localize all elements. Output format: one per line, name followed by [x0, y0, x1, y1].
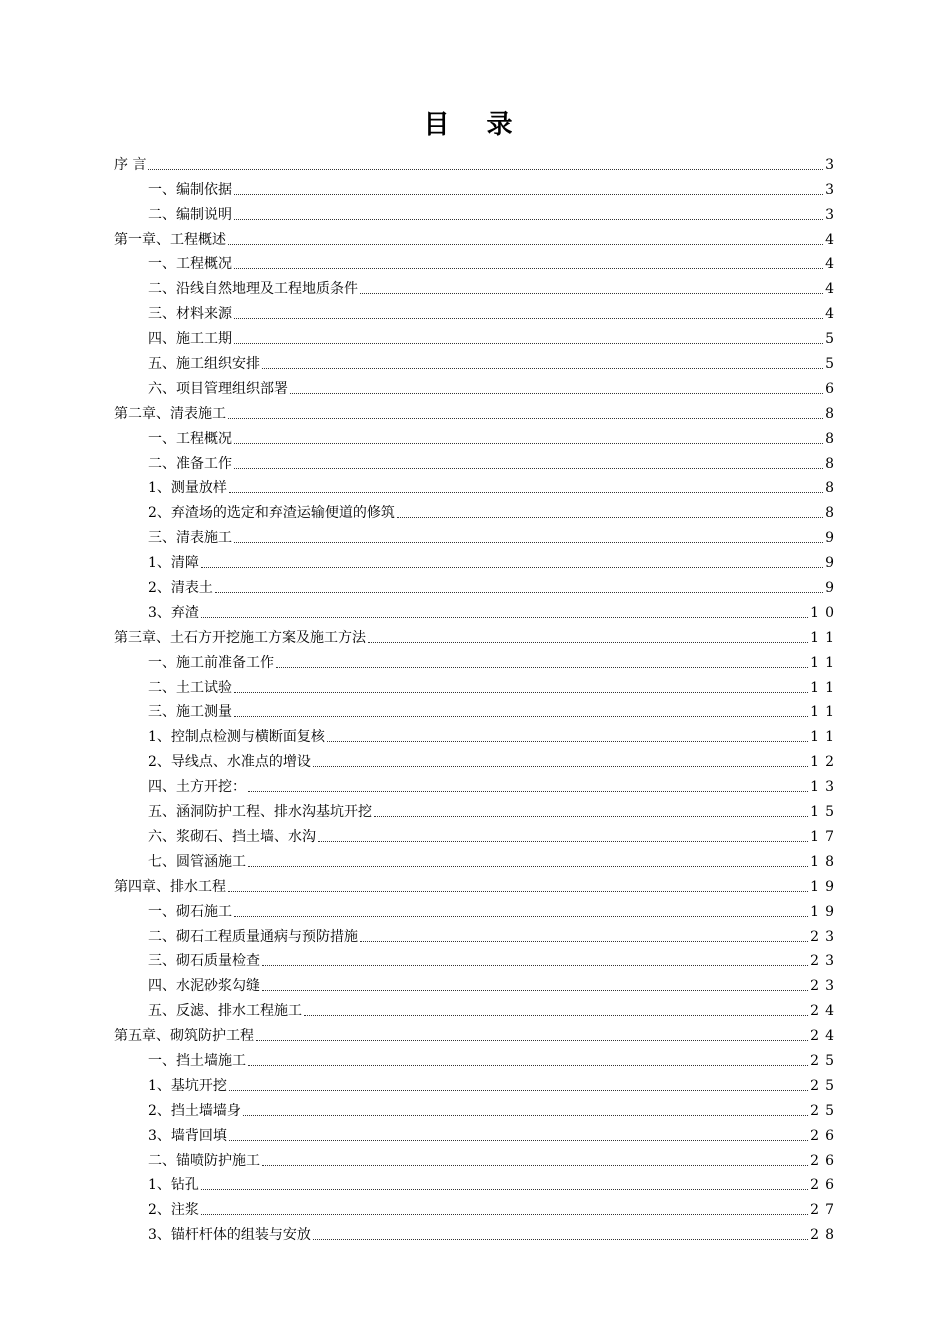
- toc-section-entry[interactable]: [114, 946, 840, 971]
- toc-entry-label: 六、浆砌石、挡土墙、水沟: [148, 828, 316, 845]
- toc-section-entry[interactable]: [114, 423, 840, 448]
- toc-dot-leader: [360, 941, 808, 942]
- toc-section-entry[interactable]: [114, 522, 840, 547]
- toc-entry-label: 2、清表土: [148, 580, 213, 597]
- toc-page-number: 24: [810, 1028, 840, 1045]
- toc-dot-leader: [234, 692, 808, 693]
- toc-dot-leader: [248, 1065, 808, 1066]
- toc-entry-label: 第三章、土石方开挖施工方案及施工方法: [114, 629, 366, 646]
- toc-section-entry[interactable]: [114, 821, 840, 846]
- toc-dot-leader: [313, 766, 808, 767]
- toc-entry-label: 六、项目管理组织部署: [148, 380, 288, 397]
- toc-dot-leader: [234, 268, 823, 269]
- toc-page-number: 15: [810, 804, 840, 821]
- toc-chapter-entry[interactable]: [114, 1020, 840, 1045]
- toc-entry-label: 1、清障: [148, 555, 199, 572]
- toc-entry-label: 3、弃渣: [148, 604, 199, 621]
- toc-page-number: 8: [825, 505, 840, 522]
- toc-page-number: 12: [810, 754, 840, 771]
- toc-chapter-entry[interactable]: [114, 224, 840, 249]
- toc-page-number: 19: [810, 878, 840, 895]
- toc-section-entry[interactable]: [114, 273, 840, 298]
- toc-dot-leader: [234, 916, 808, 917]
- toc-chapter-entry[interactable]: [114, 622, 840, 647]
- toc-dot-leader: [228, 418, 823, 419]
- toc-page-number: 4: [825, 306, 840, 323]
- toc-page-number: 23: [810, 928, 840, 945]
- toc-dot-leader: [313, 1239, 808, 1240]
- toc-dot-leader: [248, 791, 808, 792]
- toc-page-number: 6: [825, 380, 840, 397]
- toc-dot-leader: [290, 393, 823, 394]
- toc-entry-label: 一、工程概况: [148, 256, 232, 273]
- toc-dot-leader: [234, 318, 823, 319]
- toc-dot-leader: [262, 368, 823, 369]
- toc-page-number: 9: [825, 555, 840, 572]
- toc-page-number: 5: [825, 356, 840, 373]
- toc-entry-label: 二、锚喷防护施工: [148, 1152, 260, 1169]
- toc-section-entry[interactable]: [114, 697, 840, 722]
- toc-dot-leader: [368, 642, 808, 643]
- toc-page-number: 25: [810, 1102, 840, 1119]
- toc-entry-label: 序 言: [114, 156, 147, 173]
- toc-dot-leader: [201, 567, 823, 568]
- toc-page-number: 9: [825, 580, 840, 597]
- toc-dot-leader: [201, 1214, 808, 1215]
- toc-entry-label: 三、施工测量: [148, 704, 232, 721]
- toc-entry-label: 2、挡土墙墙身: [148, 1102, 241, 1119]
- toc-page-number: 17: [810, 828, 840, 845]
- toc-section-entry[interactable]: [114, 1070, 840, 1095]
- toc-entry-label: 二、沿线自然地理及工程地质条件: [148, 281, 358, 298]
- toc-entry-label: 一、挡土墙施工: [148, 1052, 246, 1069]
- toc-section-entry[interactable]: [114, 1145, 840, 1170]
- toc-page-number: 5: [825, 331, 840, 348]
- toc-entry-label: 一、工程概况: [148, 430, 232, 447]
- toc-entry-label: 第二章、清表施工: [114, 405, 226, 422]
- toc-page-number: 4: [825, 281, 840, 298]
- toc-section-entry[interactable]: [114, 572, 840, 597]
- toc-entry-label: 四、施工工期: [148, 331, 232, 348]
- toc-entry-label: 三、砌石质量检查: [148, 953, 260, 970]
- toc-page-number: 4: [825, 256, 840, 273]
- toc-dot-leader: [276, 667, 808, 668]
- toc-section-entry[interactable]: [114, 721, 840, 746]
- toc-entry-label: 3、锚杆杆体的组装与安放: [148, 1227, 311, 1244]
- toc-entry-label: 2、注浆: [148, 1202, 199, 1219]
- toc-entry-label: 二、编制说明: [148, 206, 232, 223]
- toc-chapter-entry[interactable]: [114, 871, 840, 896]
- toc-entry-label: 四、水泥砂浆勾缝: [148, 978, 260, 995]
- toc-dot-leader: [229, 492, 823, 493]
- toc-entry-label: 七、圆管涵施工: [148, 853, 246, 870]
- toc-section-entry[interactable]: [114, 373, 840, 398]
- toc-page-number: 25: [810, 1077, 840, 1094]
- toc-title: 目 录: [423, 110, 527, 140]
- toc-page-number: 18: [810, 853, 840, 870]
- toc-dot-leader: [327, 741, 808, 742]
- toc-page-number: 11: [810, 729, 840, 746]
- toc-dot-leader: [215, 592, 823, 593]
- toc-dot-leader: [234, 716, 808, 717]
- toc-entry-label: 四、土方开挖：: [148, 779, 246, 796]
- toc-section-entry[interactable]: [114, 597, 840, 622]
- toc-dot-leader: [234, 194, 823, 195]
- toc-chapter-entry[interactable]: [114, 398, 840, 423]
- toc-page-number: 26: [810, 1177, 840, 1194]
- toc-section-entry[interactable]: [114, 796, 840, 821]
- toc-section-entry[interactable]: [114, 1170, 840, 1195]
- toc-section-entry[interactable]: [114, 921, 840, 946]
- toc-entry-label: 一、施工前准备工作: [148, 654, 274, 671]
- toc-entry-label: 一、编制依据: [148, 181, 232, 198]
- toc-dot-leader: [228, 244, 823, 245]
- toc-section-entry[interactable]: [114, 199, 840, 224]
- toc-section-entry[interactable]: [114, 1095, 840, 1120]
- toc-section-entry[interactable]: [114, 174, 840, 199]
- toc-page-number: 10: [810, 604, 840, 621]
- toc-section-entry[interactable]: [114, 323, 840, 348]
- toc-section-entry[interactable]: [114, 647, 840, 672]
- toc-page-number: 8: [825, 430, 840, 447]
- toc-entry-label: 3、墙背回填: [148, 1127, 227, 1144]
- toc-page-number: 13: [810, 779, 840, 796]
- toc-section-entry[interactable]: [114, 746, 840, 771]
- toc-dot-leader: [374, 816, 808, 817]
- toc-page-number: 27: [810, 1202, 840, 1219]
- toc-page-number: 19: [810, 903, 840, 920]
- toc-dot-leader: [256, 1040, 808, 1041]
- toc-section-entry[interactable]: [114, 1219, 840, 1244]
- toc-page-number: 28: [810, 1227, 840, 1244]
- toc-page-number: 25: [810, 1052, 840, 1069]
- toc-page-number: 23: [810, 978, 840, 995]
- toc-dot-leader: [262, 990, 808, 991]
- toc-section-entry[interactable]: [114, 970, 840, 995]
- toc-entry-label: 1、控制点检测与横断面复核: [148, 729, 325, 746]
- toc-entry-label: 第一章、工程概述: [114, 231, 226, 248]
- toc-entry-label: 二、砌石工程质量通病与预防措施: [148, 928, 358, 945]
- toc-entry-label: 五、涵洞防护工程、排水沟基坑开挖: [148, 804, 372, 821]
- toc-entry-label: 三、清表施工: [148, 530, 232, 547]
- toc-dot-leader: [234, 343, 823, 344]
- toc-dot-leader: [262, 965, 808, 966]
- toc-page-number: 8: [825, 455, 840, 472]
- toc-section-entry[interactable]: [114, 672, 840, 697]
- toc-page-number: 11: [810, 629, 840, 646]
- toc-section-entry[interactable]: [114, 298, 840, 323]
- toc-dot-leader: [229, 1090, 808, 1091]
- toc-dot-leader: [234, 443, 823, 444]
- toc-page-number: 8: [825, 480, 840, 497]
- toc-entry-label: 二、准备工作: [148, 455, 232, 472]
- toc-page-number: 9: [825, 530, 840, 547]
- toc-entry-label: 2、弃渣场的选定和弃渣运输便道的修筑: [148, 505, 395, 522]
- toc-page-number: 24: [810, 1003, 840, 1020]
- toc-entry-label: 五、反滤、排水工程施工: [148, 1003, 302, 1020]
- toc-section-entry[interactable]: [114, 547, 840, 572]
- toc-page-number: 23: [810, 953, 840, 970]
- toc-entry-label: 2、导线点、水准点的增设: [148, 754, 311, 771]
- toc-entry-label: 一、砌石施工: [148, 903, 232, 920]
- toc-dot-leader: [201, 617, 808, 618]
- toc-section-entry[interactable]: [114, 1194, 840, 1219]
- toc-section-entry[interactable]: [114, 846, 840, 871]
- toc-entry-label: 1、钻孔: [148, 1177, 199, 1194]
- toc-section-entry[interactable]: [114, 1045, 840, 1070]
- toc-dot-leader: [201, 1189, 808, 1190]
- toc-dot-leader: [248, 866, 808, 867]
- toc-entry-label: 第四章、排水工程: [114, 878, 226, 895]
- toc-section-entry[interactable]: [114, 896, 840, 921]
- toc-page-number: 8: [825, 405, 840, 422]
- toc-section-entry[interactable]: [114, 348, 840, 373]
- toc-entry-label: 三、材料来源: [148, 306, 232, 323]
- toc-section-entry[interactable]: [114, 1120, 840, 1145]
- toc-section-entry[interactable]: [114, 771, 840, 796]
- toc-section-entry[interactable]: [114, 249, 840, 274]
- toc-dot-leader: [243, 1115, 808, 1116]
- toc-dot-leader: [234, 468, 823, 469]
- toc-dot-leader: [318, 841, 808, 842]
- toc-page-number: 3: [825, 206, 840, 223]
- toc-page-number: 11: [810, 654, 840, 671]
- toc-entry-label: 第五章、砌筑防护工程: [114, 1028, 254, 1045]
- toc-page-number: 11: [810, 704, 840, 721]
- toc-chapter-entry[interactable]: [114, 149, 840, 174]
- toc-section-entry[interactable]: [114, 497, 840, 522]
- toc-section-entry[interactable]: [114, 473, 840, 498]
- toc-dot-leader: [228, 891, 808, 892]
- toc-page-number: 4: [825, 231, 840, 248]
- toc-entry-label: 1、基坑开挖: [148, 1077, 227, 1094]
- toc-section-entry[interactable]: [114, 995, 840, 1020]
- toc-dot-leader: [262, 1165, 808, 1166]
- toc-dot-leader: [397, 517, 823, 518]
- toc-entry-label: 1、测量放样: [148, 480, 227, 497]
- toc-entry-label: 二、土工试验: [148, 679, 232, 696]
- toc-page-number: 26: [810, 1127, 840, 1144]
- toc-list: [114, 149, 840, 1244]
- toc-page-number: 3: [825, 181, 840, 198]
- toc-dot-leader: [360, 293, 823, 294]
- toc-page-number: 11: [810, 679, 840, 696]
- toc-page-number: 26: [810, 1152, 840, 1169]
- toc-section-entry[interactable]: [114, 448, 840, 473]
- toc-page-number: 3: [825, 156, 840, 173]
- toc-dot-leader: [234, 542, 823, 543]
- toc-dot-leader: [229, 1140, 808, 1141]
- toc-dot-leader: [234, 219, 823, 220]
- toc-dot-leader: [148, 169, 823, 170]
- toc-entry-label: 五、施工组织安排: [148, 356, 260, 373]
- toc-dot-leader: [304, 1015, 808, 1016]
